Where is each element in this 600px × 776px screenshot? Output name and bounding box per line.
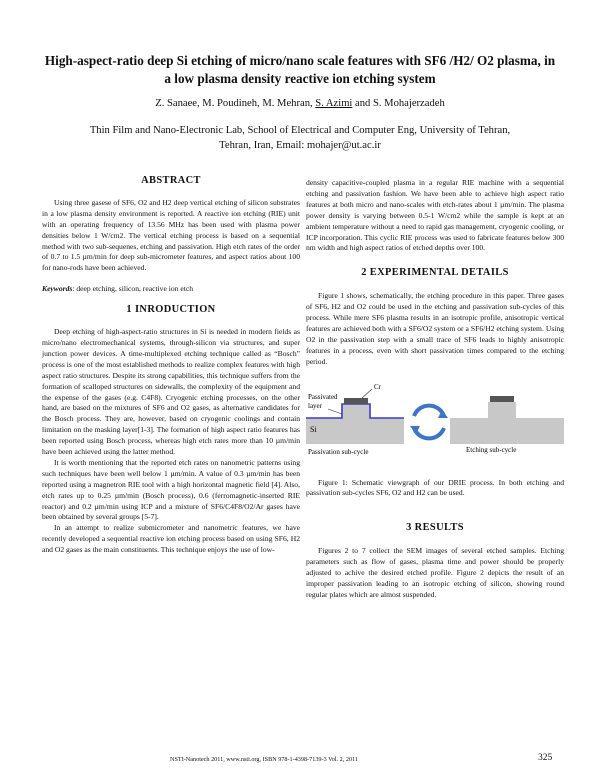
keywords bbox=[42, 284, 300, 295]
authors-after: and S. Mohajerzadeh bbox=[352, 98, 445, 109]
right-column bbox=[306, 178, 564, 601]
authors-underlined: S. Azimi bbox=[315, 98, 353, 109]
cr-mask-left bbox=[344, 398, 368, 404]
leader-passivated bbox=[328, 409, 342, 414]
authors-before: Z. Sanaee, M. Poudineh, M. Mehran, bbox=[155, 98, 316, 109]
experimental-paragraph: Figure 1 shows, schematically, the etching procedure in this paper. Three gases of SF6, H2 and O2 could be used in the etching and passivation sub-cycles of this process. While mere SF6 plasma results in an isotropic profile, anisotropic vertical features are achieved both with a SF6/O2 system or a SF6/H2 etching system. Using O2 in the passivation step with a small trace of SF6 leads to highly anisotropic features in a process, even with short passivation times compared to the etching period. bbox=[306, 291, 564, 366]
si-pillar-right bbox=[488, 402, 516, 418]
figure-1-caption: Figure 1: Schematic viewgraph of our DRIE process. In both etching and passivation sub-cycles SF6, O2 and H2 can be used. bbox=[306, 477, 564, 498]
label-passivated: Passivated bbox=[308, 392, 338, 401]
intro-paragraph-1: Deep etching of high-aspect-ratio structures in Si is needed in modern fields as micro/nano electromechanical systems, through-silicon via structures, and super junction power devices. A time-multiplexed etching technique called as “Bosch” process is one of the most established methods to realize complex features with high aspect ratio structures. Despite its strong capabilities, this technique suffers from the formation of scalloped structures on sidewalls, the complexity of the equipment and the expense of the gases (e.g. C4F8). Cryogenic etching processes, on the other hand, are based on the mixtures of SF6 and O2 gases, as alternative candidates for the Bosch process. They are, however, based on cryogenic coolings and contain limitation on the masking layer[1-3]. The formation of high aspect ratio features has been reported using Bosch process, whereas high etch rates more than 10 µm/min have been achieved using the latter method. bbox=[42, 327, 300, 457]
abstract-text: Using three gasese of SF6, O2 and H2 deep vertical etching of silicon substrates in a low plasma density environment is reported. A reactive ion etching (RIE) unit with an operating frequency of 13.56 MHz has been used with plasma power densities below 1 W/cm2. The vertical etching process is based on a sequential method with two sub-sequenes, etching and passivation. High etch rates of the order of 0.7 to 1.5 µm/min for deep sub-micrometer features, and aspect ratios about 100 for nano-rods have been achieved. bbox=[42, 197, 300, 273]
cycle-arrow-top bbox=[414, 405, 444, 415]
intro-heading: 1 INRODUCTION bbox=[126, 304, 216, 316]
affiliation-line-2: Tehran, Iran, Email: mohajer@ut.ac.ir bbox=[219, 140, 381, 151]
si-substrate-left bbox=[306, 418, 404, 444]
keywords-text: : deep etching, silicon, reactive ion etch bbox=[72, 284, 193, 294]
affiliation bbox=[40, 123, 560, 153]
left-column bbox=[42, 176, 300, 556]
si-substrate-right bbox=[450, 418, 564, 444]
intro-paragraph-3: In an attempt to realize submicrometer and nanometric features, we have recently developed a sequential reactive ion etching process based on using SF6, H2 and O2 gases as the main constituents. This technique enjoys the use of low- bbox=[42, 523, 300, 555]
label-si: Si bbox=[310, 424, 317, 434]
right-paragraph-continued: density capacitive-coupled plasma in a regular RIE machine with a sequential etching and passivation fashion. We have been able to achieve high aspect ratio features at both micro and nano-scales with etch-rates about 1 µm/min. The plasma power density is varying between 0.5-1 W/cm2 while the sample is kept at an ambient temperature without a need to rapid gas management, cryogenic cooling, or ICP incorporation. This cyclic RIE process was used to fabricate features below 300 nm width and high aspect ratios of etched depths over 100. bbox=[306, 178, 564, 253]
figure-1-schematic bbox=[306, 376, 564, 464]
author-list bbox=[40, 97, 560, 111]
experimental-heading: 2 EXPERIMENTAL DETAILS bbox=[361, 267, 509, 279]
label-layer: layer bbox=[308, 401, 322, 410]
label-cr: Cr bbox=[374, 382, 381, 391]
results-paragraph: Figures 2 to 7 collect the SEM images of several etched samples. Etching parameters such as flow of gases, plasma time and power should be properly adjusted to achive the desired etched profile. Figure 2 depicts the result of an improper passivation leading to an isotropic etching of silicon, showing round regular plates which are almost suspended. bbox=[306, 546, 564, 599]
cr-mask-right bbox=[490, 396, 514, 402]
intro-paragraph-2: It is worth mentioning that the reported etch rates on nanometric patterns using such techniques have been well below 1 µm/min. A value of 0.3 µm/min has been reported using a magnetron RIE tool with a high horizontal magnetic field [4]. Also, etch rates up to 0.25 µm/min (Bosch process), 0.6 (ferromagnetic-inserted RIE reactor) and 0.2 µm/min using ICP and a mixture of SF6/C4F8/O2/Ar gases have been obtained by several groups [5-7]. bbox=[42, 457, 300, 522]
si-pillar-left bbox=[342, 404, 370, 418]
cycle-arrow-bottom bbox=[414, 428, 444, 438]
results-heading: 3 RESULTS bbox=[406, 522, 464, 534]
footer-citation: NSTI-Nanotech 2011, www.nsti.org, ISBN 978-1-4398-7139-3 Vol. 2, 2011 bbox=[170, 756, 359, 763]
abstract-heading: ABSTRACT bbox=[141, 175, 201, 186]
paper-title: High-aspect-ratio deep Si etching of micro/nano scale features with SF6 /H2/ O2 plasma, in a low plasma density reactive ion etching system bbox=[44, 53, 556, 86]
label-passivation-cycle: Passivation sub-cycle bbox=[308, 447, 369, 456]
affiliation-line-1: Thin Film and Nano-Electronic Lab, School of Electrical and Computer Eng, University of Tehran, bbox=[89, 125, 511, 136]
keywords-label: Keywords bbox=[42, 284, 73, 294]
page-number: 325 bbox=[538, 753, 553, 763]
leader-cr bbox=[362, 389, 372, 398]
label-etching-cycle: Etching sub-cycle bbox=[466, 445, 517, 454]
